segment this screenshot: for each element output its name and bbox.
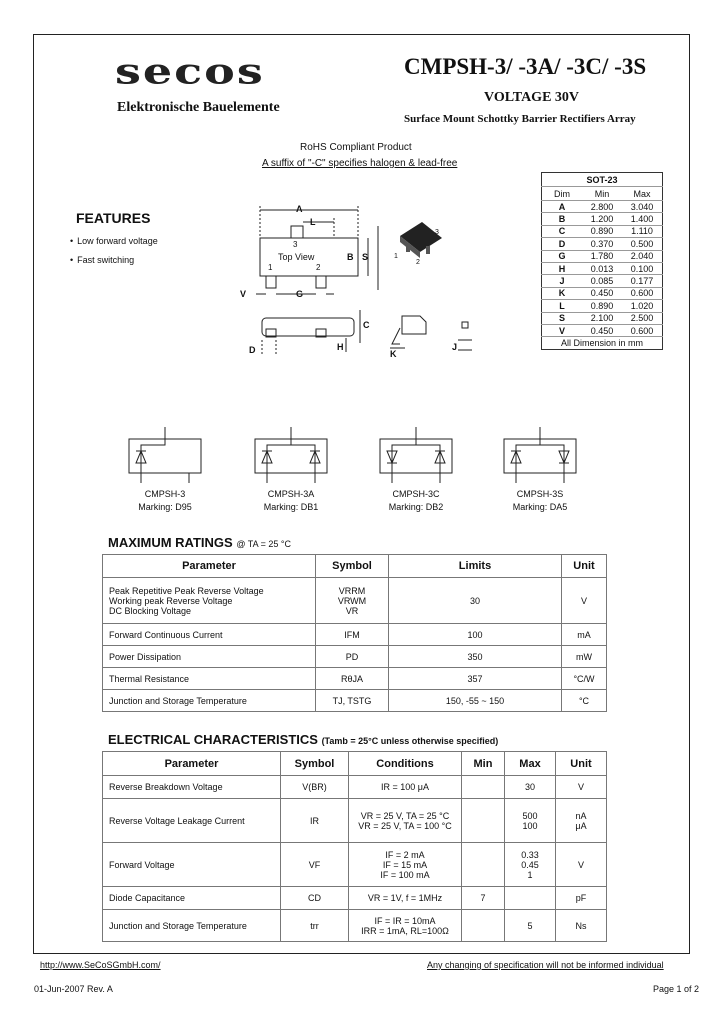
dim-label: B <box>347 252 354 262</box>
unit-cell: °C/W <box>562 668 607 690</box>
param-cell: Forward Voltage <box>103 843 281 887</box>
value-cell: 0.370 <box>582 238 622 250</box>
table-row <box>103 910 607 942</box>
table-row <box>103 668 607 690</box>
limit-cell: 357 <box>389 668 562 690</box>
col-header: Dim <box>542 187 583 201</box>
symbol-cell: trr <box>281 910 349 942</box>
device-marking: Marking: DB2 <box>388 502 444 512</box>
value-cell: 0.890 <box>582 300 622 312</box>
sot23-row <box>542 238 663 250</box>
device-name: CMPSH-3A <box>267 489 315 499</box>
sot23-row <box>542 275 663 287</box>
pin-label: 1 <box>268 263 273 272</box>
dim-label: G <box>296 289 304 299</box>
col-header: Max <box>622 187 663 201</box>
param-cell: Power Dissipation <box>103 646 316 668</box>
device-name: CMPSH-3C <box>392 489 440 499</box>
voltage-rating: VOLTAGE 30V <box>484 90 580 105</box>
dim-label: H <box>337 342 344 352</box>
symbol-cell: IR <box>281 799 349 843</box>
param-cell: Reverse Voltage Leakage Current <box>103 799 281 843</box>
min-cell: 7 <box>462 887 505 910</box>
feature-item: • Low forward voltage <box>70 236 158 246</box>
col-header: Unit <box>562 555 607 578</box>
table-row <box>103 843 607 887</box>
value-cell: 0.100 <box>622 262 663 274</box>
dim-cell: V <box>542 324 583 336</box>
sot23-row <box>542 300 663 312</box>
device-marking: Marking: DA5 <box>512 502 568 512</box>
svg-text:2: 2 <box>416 259 420 266</box>
conditions-cell: IF = IR = 10mA IRR = 1mA, RL=100Ω <box>349 910 462 942</box>
table-row <box>103 624 607 646</box>
sot23-row <box>542 250 663 262</box>
max-ratings-heading: MAXIMUM RATINGS @ TA = 25 °C <box>108 535 292 550</box>
dim-cell: S <box>542 312 583 324</box>
value-cell: 0.013 <box>582 262 622 274</box>
dim-cell: K <box>542 287 583 299</box>
dim-label: K <box>390 349 397 359</box>
col-header: Unit <box>556 752 607 776</box>
min-cell <box>462 776 505 799</box>
svg-text:3: 3 <box>435 229 439 236</box>
unit-cell: pF <box>556 887 607 910</box>
conditions-cell: IF = 2 mA IF = 15 mA IF = 100 mA <box>349 843 462 887</box>
col-header: Parameter <box>103 555 316 578</box>
dim-label: J <box>452 342 458 352</box>
table-row <box>103 776 607 799</box>
value-cell: 1.200 <box>582 213 622 225</box>
part-title: CMPSH-3/ -3A/ -3C/ -3S <box>404 54 647 79</box>
unit-cell: Ns <box>556 910 607 942</box>
max-cell: 500 100 <box>505 799 556 843</box>
value-cell: 1.400 <box>622 213 663 225</box>
suffix-note: A suffix of "-C" specifies halogen & lead-free <box>262 158 458 169</box>
unit-cell: nA μA <box>556 799 607 843</box>
value-cell: 0.600 <box>622 324 663 336</box>
min-cell <box>462 799 505 843</box>
table-row <box>103 646 607 668</box>
device-name: CMPSH-3 <box>144 489 186 499</box>
unit-cell: V <box>556 776 607 799</box>
svg-text:1: 1 <box>394 253 398 260</box>
device-name: CMPSH-3S <box>516 489 564 499</box>
company-logo: secos <box>115 50 265 93</box>
param-cell: Forward Continuous Current <box>103 624 316 646</box>
param-cell: Junction and Storage Temperature <box>103 690 316 712</box>
rohs-note: RoHS Compliant Product <box>300 142 412 153</box>
symbol-cell: VRRM VRWM VR <box>316 578 389 624</box>
min-cell <box>462 910 505 942</box>
dimension-note: All Dimension in mm <box>542 337 663 349</box>
dim-label: A <box>296 204 303 214</box>
sot23-dimension-table <box>541 172 663 350</box>
dim-label: V <box>240 289 247 299</box>
footer-date: 01-Jun-2007 Rev. A <box>34 984 113 994</box>
param-cell: Peak Repetitive Peak Reverse Voltage Working peak Reverse Voltage DC Blocking Voltage <box>103 578 316 624</box>
package-outline-drawing <box>230 198 480 368</box>
param-cell: Junction and Storage Temperature <box>103 910 281 942</box>
symbol-cell: VF <box>281 843 349 887</box>
value-cell: 3.040 <box>622 201 663 213</box>
dim-cell: A <box>542 201 583 213</box>
product-description: Surface Mount Schottky Barrier Rectifiers Array <box>404 113 636 125</box>
value-cell: 0.085 <box>582 275 622 287</box>
max-cell: 5 <box>505 910 556 942</box>
max-ratings-table <box>102 554 607 712</box>
table-row <box>103 690 607 712</box>
limit-cell: 350 <box>389 646 562 668</box>
value-cell: 1.020 <box>622 300 663 312</box>
sot23-row <box>542 201 663 213</box>
pin-label: 3 <box>293 240 298 249</box>
col-header: Conditions <box>349 752 462 776</box>
table-row <box>103 799 607 843</box>
max-cell <box>505 887 556 910</box>
symbol-cell: CD <box>281 887 349 910</box>
dim-cell: B <box>542 213 583 225</box>
package-3d-icon <box>394 222 442 266</box>
symbol-cell: TJ, TSTG <box>316 690 389 712</box>
value-cell: 0.600 <box>622 287 663 299</box>
company-subtitle: Elektronische Bauelemente <box>117 100 280 115</box>
sot23-row <box>542 225 663 237</box>
max-cell: 0.33 0.45 1 <box>505 843 556 887</box>
dim-cell: L <box>542 300 583 312</box>
value-cell: 0.177 <box>622 275 663 287</box>
sot23-row <box>542 213 663 225</box>
dim-cell: J <box>542 275 583 287</box>
value-cell: 0.890 <box>582 225 622 237</box>
sot23-row <box>542 312 663 324</box>
features-heading: FEATURES <box>76 210 151 226</box>
sot23-row <box>542 262 663 274</box>
device-marking: Marking: DB1 <box>263 502 319 512</box>
top-view-label: Top View <box>278 252 315 262</box>
dim-cell: H <box>542 262 583 274</box>
sot23-title: SOT-23 <box>586 174 618 185</box>
symbol-cell: IFM <box>316 624 389 646</box>
value-cell: 2.040 <box>622 250 663 262</box>
symbol-cell: RθJA <box>316 668 389 690</box>
device-marking: Marking: D95 <box>138 502 192 512</box>
dim-label: L <box>310 217 316 227</box>
min-cell <box>462 843 505 887</box>
param-cell: Diode Capacitance <box>103 887 281 910</box>
electrical-table <box>102 751 607 942</box>
value-cell: 0.500 <box>622 238 663 250</box>
col-header: Parameter <box>103 752 281 776</box>
param-cell: Reverse Breakdown Voltage <box>103 776 281 799</box>
unit-cell: V <box>556 843 607 887</box>
sot23-row <box>542 287 663 299</box>
unit-cell: °C <box>562 690 607 712</box>
footer-notice: Any changing of specification will not be informed individual <box>427 960 664 970</box>
col-header: Symbol <box>316 555 389 578</box>
limit-cell: 100 <box>389 624 562 646</box>
dim-label: D <box>249 345 256 355</box>
conditions-cell: VR = 1V, f = 1MHz <box>349 887 462 910</box>
col-header: Min <box>462 752 505 776</box>
dim-cell: D <box>542 238 583 250</box>
col-header: Max <box>505 752 556 776</box>
dim-label: C <box>363 320 370 330</box>
pin-label: 2 <box>316 263 321 272</box>
unit-cell: mA <box>562 624 607 646</box>
param-cell: Thermal Resistance <box>103 668 316 690</box>
table-row <box>103 578 607 624</box>
dim-label: S <box>362 252 369 262</box>
device-schematic <box>125 425 205 485</box>
conditions-cell: VR = 25 V, TA = 25 °C VR = 25 V, TA = 100 °C <box>349 799 462 843</box>
value-cell: 0.450 <box>582 324 622 336</box>
dim-cell: C <box>542 225 583 237</box>
device-schematic <box>500 425 580 485</box>
dim-cell: G <box>542 250 583 262</box>
footer-url[interactable]: http://www.SeCoSGmbH.com/ <box>40 960 161 970</box>
unit-cell: V <box>562 578 607 624</box>
limit-cell: 150, -55 ~ 150 <box>389 690 562 712</box>
value-cell: 0.450 <box>582 287 622 299</box>
value-cell: 1.780 <box>582 250 622 262</box>
max-cell: 30 <box>505 776 556 799</box>
symbol-cell: PD <box>316 646 389 668</box>
footer-page: Page 1 of 2 <box>653 984 700 994</box>
sot23-row <box>542 324 663 336</box>
device-schematic <box>376 425 456 485</box>
device-schematic <box>251 425 331 485</box>
table-row <box>103 887 607 910</box>
col-header: Min <box>582 187 622 201</box>
col-header: Limits <box>389 555 562 578</box>
unit-cell: mW <box>562 646 607 668</box>
col-header: Symbol <box>281 752 349 776</box>
feature-item: • Fast switching <box>70 255 134 265</box>
symbol-cell: V(BR) <box>281 776 349 799</box>
value-cell: 2.500 <box>622 312 663 324</box>
value-cell: 2.100 <box>582 312 622 324</box>
electrical-heading: ELECTRICAL CHARACTERISTICS (Tamb = 25°C unless otherwise specified) <box>108 732 499 747</box>
value-cell: 1.110 <box>622 225 663 237</box>
limit-cell: 30 <box>389 578 562 624</box>
value-cell: 2.800 <box>582 201 622 213</box>
conditions-cell: IR = 100 μA <box>349 776 462 799</box>
